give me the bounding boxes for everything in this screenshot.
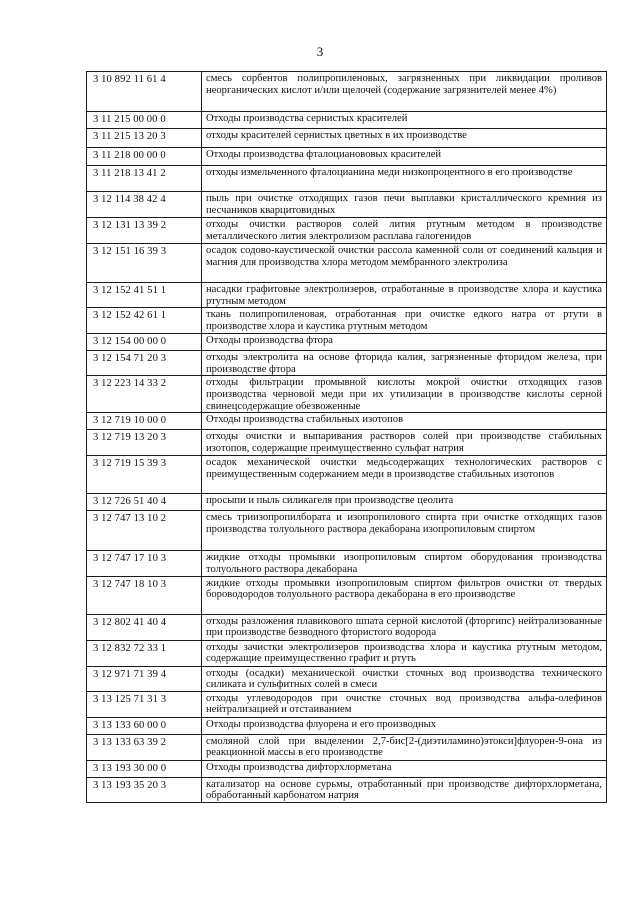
waste-description-cell: смесь триизопропилбората и изопропилового спирта при очистке отходящих газов производства толуольного раствора декаборана изопропиловым спиртом [202,511,607,551]
table-row [87,494,607,511]
table-row [87,511,607,551]
table-row [87,666,607,691]
waste-description-cell: Отходы производства флуорена и его производных [202,717,607,734]
table-row [87,413,607,430]
waste-description-cell: ткань полипропиленовая, отработанная при очистке едкого натра от ртути в производстве хлора и каустика ртутным методом [202,308,607,334]
waste-code-cell: 3 12 726 51 40 4 [87,494,202,511]
waste-description-cell: катализатор на основе сурьмы, отработанный при производстве дифторхлорметана, обработанный карбонатом натрия [202,777,607,802]
waste-description-cell: смоляной слой при выделении 2,7-бис[2-(диэтиламино)этокси]флуорен-9-она из реакционной массы в его производстве [202,734,607,760]
waste-code-cell: 3 13 133 60 00 0 [87,717,202,734]
waste-description-cell: пыль при очистке отходящих газов печи выплавки кристаллического кремния из песчаников кварцитовидных [202,192,607,218]
waste-code-cell: 3 10 892 11 61 4 [87,72,202,112]
table-row [87,430,607,456]
table-row [87,760,607,777]
waste-description-cell: Отходы производства сернистых красителей [202,112,607,129]
waste-code-cell: 3 12 719 10 00 0 [87,413,202,430]
waste-code-cell: 3 11 218 00 00 0 [87,148,202,166]
waste-code-cell: 3 12 802 41 40 4 [87,614,202,640]
waste-description-cell: Отходы производства стабильных изотопов [202,413,607,430]
table-row [87,576,607,614]
table-row [87,777,607,802]
waste-code-cell: 3 12 747 17 10 3 [87,551,202,576]
waste-code-cell: 3 12 719 13 20 3 [87,430,202,456]
waste-description-cell: отходы фильтрации промывной кислоты мокрой очистки отходящих газов производства черновой меди при их утилизации в производстве кислоты серной свинецсодержащие обезвоженные [202,376,607,413]
waste-code-cell: 3 12 747 13 10 2 [87,511,202,551]
waste-code-cell: 3 12 747 18 10 3 [87,576,202,614]
waste-code-cell: 3 13 193 30 00 0 [87,760,202,777]
table-row [87,551,607,576]
waste-code-cell: 3 12 131 13 39 2 [87,218,202,244]
waste-code-cell: 3 12 152 41 51 1 [87,283,202,308]
waste-description-cell: жидкие отходы промывки изопропиловым спиртом оборудования производства толуольного раствора декаборана [202,551,607,576]
table-row [87,640,607,666]
table-row [87,218,607,244]
table-row [87,614,607,640]
table-row [87,112,607,129]
waste-code-cell: 3 12 152 42 61 1 [87,308,202,334]
waste-code-cell: 3 11 218 13 41 2 [87,166,202,192]
waste-description-cell: жидкие отходы промывки изопропиловым спиртом фильтров очистки от твердых бороводородов толуольного раствора декаборана в его производстве [202,576,607,614]
waste-description-cell: Отходы производства фталоцианововых красителей [202,148,607,166]
waste-description-cell: отходы очистки и выпаривания растворов солей при производстве стабильных изотопов, содержащие преимущественно сульфат натрия [202,430,607,456]
waste-code-cell: 3 12 114 38 42 4 [87,192,202,218]
waste-code-cell: 3 12 719 15 39 3 [87,456,202,494]
waste-code-cell: 3 12 223 14 33 2 [87,376,202,413]
waste-description-cell: осадок механической очистки медьсодержащих технологических растворов с преимущественным содержанием меди в производстве стабильных изотопов [202,456,607,494]
waste-description-cell: смесь сорбентов полипропиленовых, загрязненных при ликвидации проливов неорганических кислот и/или щелочей (содержание загрязнителей менее 4%) [202,72,607,112]
waste-code-cell: 3 11 215 13 20 3 [87,129,202,148]
waste-code-cell: 3 12 154 71 20 3 [87,351,202,376]
waste-description-cell: отходы разложения плавикового шпата серной кислотой (фторгипс) нейтрализованные при производстве безводного фтористого водорода [202,614,607,640]
waste-code-cell: 3 11 215 00 00 0 [87,112,202,129]
table-row [87,244,607,283]
waste-code-cell: 3 12 971 71 39 4 [87,666,202,691]
table-row [87,376,607,413]
table-row [87,734,607,760]
waste-code-cell: 3 12 832 72 33 1 [87,640,202,666]
waste-description-cell: отходы углеводородов при очистке сточных вод производства альфа-олефинов нейтрализацией и отстаиванием [202,691,607,717]
table-row [87,148,607,166]
waste-description-cell: Отходы производства фтора [202,334,607,351]
table-row [87,351,607,376]
table-row [87,192,607,218]
waste-classification-table [86,71,607,803]
waste-description-cell: отходы зачистки электролизеров производства хлора и каустика ртутным методом, содержащие преимущественно графит и ртуть [202,640,607,666]
table-row [87,72,607,112]
table-row [87,308,607,334]
table-row [87,129,607,148]
table-row [87,334,607,351]
table-row [87,456,607,494]
waste-description-cell: насадки графитовые электролизеров, отработанные в производстве хлора и каустика ртутным методом [202,283,607,308]
waste-description-cell: Отходы производства дифторхлорметана [202,760,607,777]
waste-code-cell: 3 12 154 00 00 0 [87,334,202,351]
waste-description-cell: отходы измельченного фталоцианина меди низкопроцентного в его производстве [202,166,607,192]
waste-description-cell: просыпи и пыль силикагеля при производстве цеолита [202,494,607,511]
waste-description-cell: отходы (осадки) механической очистки сточных вод производства технического силиката и сульфитных солей в смеси [202,666,607,691]
waste-description-cell: отходы электролита на основе фторида калия, загрязненные фторидом железа, при производстве фтора [202,351,607,376]
waste-code-cell: 3 13 193 35 20 3 [87,777,202,802]
waste-code-cell: 3 13 125 71 31 3 [87,691,202,717]
waste-description-cell: осадок содово-каустической очистки рассола каменной соли от соединений кальция и магния для производства хлора методом мембранного электролиза [202,244,607,283]
table-row [87,691,607,717]
waste-code-cell: 3 12 151 16 39 3 [87,244,202,283]
table-row [87,166,607,192]
waste-code-cell: 3 13 133 63 39 2 [87,734,202,760]
waste-description-cell: отходы красителей сернистых цветных в их производстве [202,129,607,148]
table-row [87,717,607,734]
table-row [87,283,607,308]
waste-description-cell: отходы очистки растворов солей лития ртутным методом в производстве металлического лития электролизом расплава галогенидов [202,218,607,244]
page-number: 3 [316,44,324,59]
